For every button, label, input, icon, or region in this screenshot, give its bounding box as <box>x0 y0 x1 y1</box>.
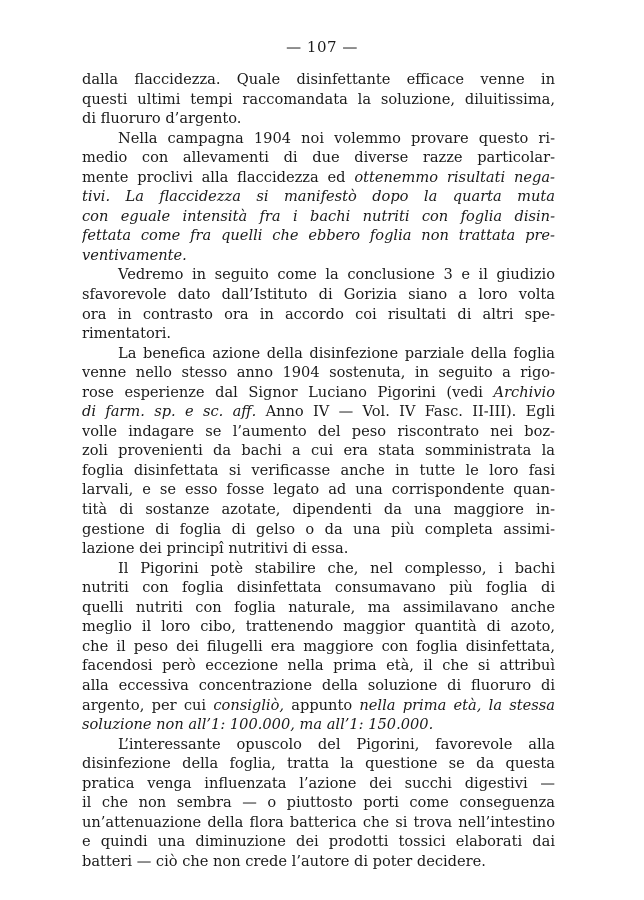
text-line: dalla flaccidezza. Quale disinfettante efficace venne in <box>82 71 555 88</box>
text-line: pratica venga influenzata l’azione dei succhi digestivi — <box>82 774 555 792</box>
text-line <box>82 187 555 207</box>
text-line: foglia disinfettata si verificasse anche in tutte le loro fasi <box>82 461 555 479</box>
italic-text: nella prima età, la stessa <box>359 696 555 714</box>
text-line: gestione di foglia di gelso o da una più completa assimi- <box>82 520 555 538</box>
text-line: larvali, e se esso fosse legato ad una corrispondente quan- <box>82 481 555 499</box>
page-number: — 107 — <box>286 38 358 56</box>
text-line: quelli nutriti con foglia naturale, ma assimilavano anche <box>82 598 555 616</box>
text-line: tità di sostanze azotate, dipendenti da una maggiore in- <box>82 501 555 519</box>
italic-text: Archivio <box>493 383 555 401</box>
text-line <box>82 226 555 246</box>
body-text <box>82 70 555 871</box>
text-line: medio con allevamenti di due diverse razze particolar- <box>82 149 555 167</box>
text-line: disinfezione della foglia, tratta la questione se da questa <box>82 755 555 773</box>
paragraph-start-line: Nella campagna 1904 noi volemmo provare questo ri- <box>118 129 555 147</box>
text-line <box>82 246 555 266</box>
text-line: argento, per cui consigliò, appunto nella prima età, la stessa <box>82 696 555 714</box>
italic-text: fettata come fra quelli che ebbero foglia non trattata pre- <box>82 227 555 245</box>
text-line: lazione dei principî nutritivi di essa. <box>82 540 349 558</box>
italic-text: con eguale intensità fra i bachi nutriti con foglia disin- <box>82 207 555 225</box>
text-line: che il peso dei filugelli era maggiore con foglia disinfettata, <box>82 637 555 655</box>
paragraph-start-line: Vedremo in seguito come la conclusione 3 e il giudizio <box>118 266 555 284</box>
paragraph-start-line: La benefica azione della disinfezione parziale della foglia <box>118 344 555 362</box>
text-line <box>82 207 555 227</box>
text-line: questi ultimi tempi raccomandata la soluzione, diluitissima, <box>82 90 555 108</box>
italic-text: consigliò, <box>213 696 284 714</box>
text-line: sfavorevole dato dall’Istituto di Gorizia siano a loro volta <box>82 286 555 304</box>
text-line: facendosi però eccezione nella prima età, il che si attribuì <box>82 657 555 675</box>
italic-text: ventivamente. <box>82 246 187 264</box>
text-line: ora in contrasto ora in accordo coi risultati di altri spe- <box>82 305 555 323</box>
text-line: rimentatori. <box>82 325 172 343</box>
paragraph-start-line: Il Pigorini potè stabilire che, nel complesso, i bachi <box>118 559 555 577</box>
italic-text: tivi. La flaccidezza si manifestò dopo la quarta muta <box>82 188 555 206</box>
text-line: venne nello stesso anno 1904 sostenuta, in seguito a rigo- <box>82 364 555 382</box>
italic-text: soluzione non all’1: 100.000, ma all’1: 150.000. <box>82 716 434 734</box>
text-line: mente proclivi alla flaccidezza ed ottenemmo risultati nega- <box>82 168 555 186</box>
italic-text: di farm. sp. e sc. aff. <box>82 403 257 421</box>
text-line: zoli provenienti da bachi a cui era stata somministrata la <box>82 442 555 460</box>
text-line: un’attenuazione della flora batterica che si trova nell’intestino <box>82 813 555 831</box>
text-line: il che non sembra — o piuttosto porti come conseguenza <box>82 794 555 812</box>
text-line: volle indagare se l’aumento del peso riscontrato nei boz- <box>82 422 555 440</box>
text-line: rose esperienze dal Signor Luciano Pigorini (vedi Archivio <box>82 383 555 401</box>
text-line <box>82 715 555 735</box>
text-line: batteri — ciò che non crede l’autore di poter decidere. <box>82 852 486 870</box>
text-line: meglio il loro cibo, trattenendo maggior quantità di azoto, <box>82 618 555 636</box>
text-line: di farm. sp. e sc. aff. Anno IV — Vol. IV Fasc. II-III). Egli <box>82 403 555 421</box>
text-line: nutriti con foglia disinfettata consumavano più foglia di <box>82 579 555 597</box>
text-line: alla eccessiva concentrazione della soluzione di fluoruro di <box>82 676 555 694</box>
text-line: e quindi una diminuzione dei prodotti tossici elaborati dai <box>82 833 555 851</box>
italic-text: ottenemmo risultati nega- <box>354 168 555 186</box>
text-line: di fluoruro d’argento. <box>82 110 242 128</box>
paragraph-start-line: L’interessante opuscolo del Pigorini, favorevole alla <box>118 735 555 753</box>
